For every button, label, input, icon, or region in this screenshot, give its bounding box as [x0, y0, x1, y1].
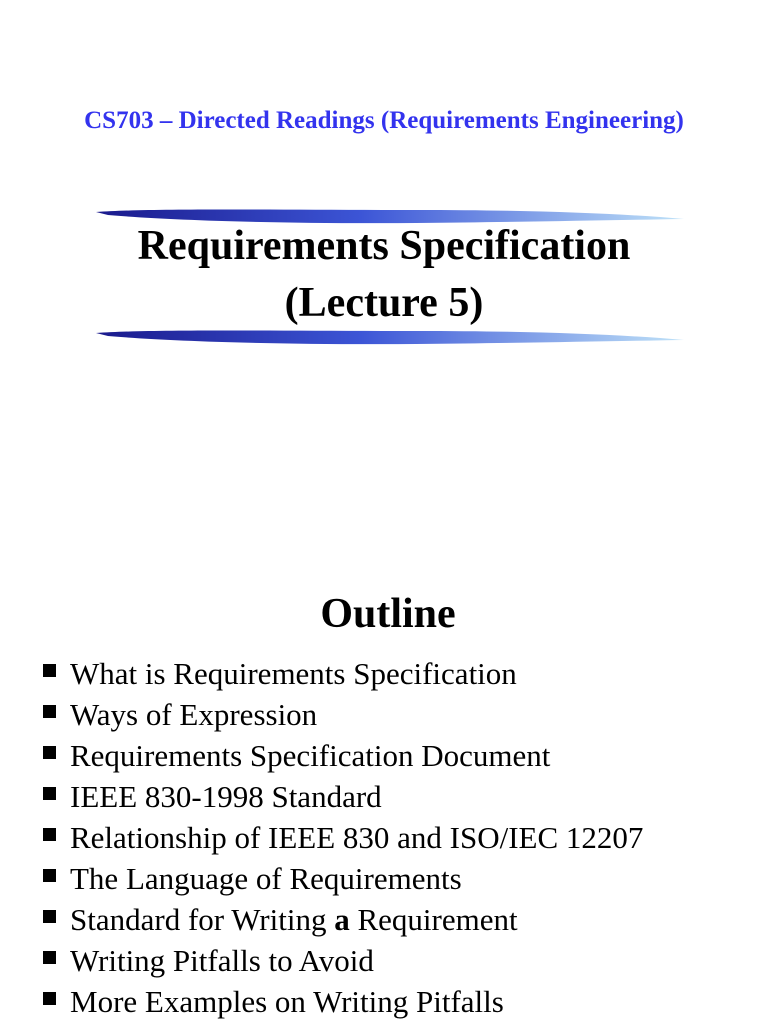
square-bullet-icon — [43, 951, 56, 964]
square-bullet-icon — [43, 910, 56, 923]
outline-item — [0, 735, 643, 776]
outline-item-text-before: Standard for Writing — [70, 902, 335, 937]
outline-item-text: What is Requirements Specification — [70, 656, 517, 691]
outline-item-text: Ways of Expression — [70, 697, 318, 732]
square-bullet-icon — [43, 828, 56, 841]
outline-item-text: Requirements Specification Document — [70, 738, 551, 773]
square-bullet-icon — [43, 992, 56, 1005]
outline-item-text: More Examples on Writing Pitfalls — [70, 984, 504, 1019]
square-bullet-icon — [43, 746, 56, 759]
outline-item — [0, 981, 643, 1022]
slide-title — [0, 218, 768, 332]
outline-item-text-after: Requirement — [349, 902, 518, 937]
outline-item — [0, 899, 643, 940]
outline-item-text-bold: a — [334, 902, 350, 937]
brush-stroke-bottom — [96, 326, 684, 348]
outline-item — [0, 776, 643, 817]
outline-item-text — [70, 902, 518, 937]
square-bullet-icon — [43, 664, 56, 677]
outline-item — [0, 653, 643, 694]
slide-title-line-2: (Lecture 5) — [284, 280, 484, 326]
square-bullet-icon — [43, 705, 56, 718]
square-bullet-icon — [43, 869, 56, 882]
slide-title-line-1: Requirements Specification — [137, 223, 631, 269]
square-bullet-icon — [43, 787, 56, 800]
outline-item-text: Relationship of IEEE 830 and ISO/IEC 12207 — [70, 820, 644, 855]
outline-heading: Outline — [320, 591, 456, 637]
outline-item-text: Writing Pitfalls to Avoid — [70, 943, 374, 978]
outline-item — [0, 940, 643, 981]
outline-item — [0, 817, 643, 858]
outline-item — [0, 694, 643, 735]
outline-item-text: The Language of Requirements — [70, 861, 462, 896]
course-title: CS703 – Directed Readings (Requirements Engineering) — [84, 107, 684, 134]
outline-item-text: IEEE 830-1998 Standard — [70, 779, 382, 814]
outline-list — [0, 653, 643, 1022]
outline-item — [0, 858, 643, 899]
